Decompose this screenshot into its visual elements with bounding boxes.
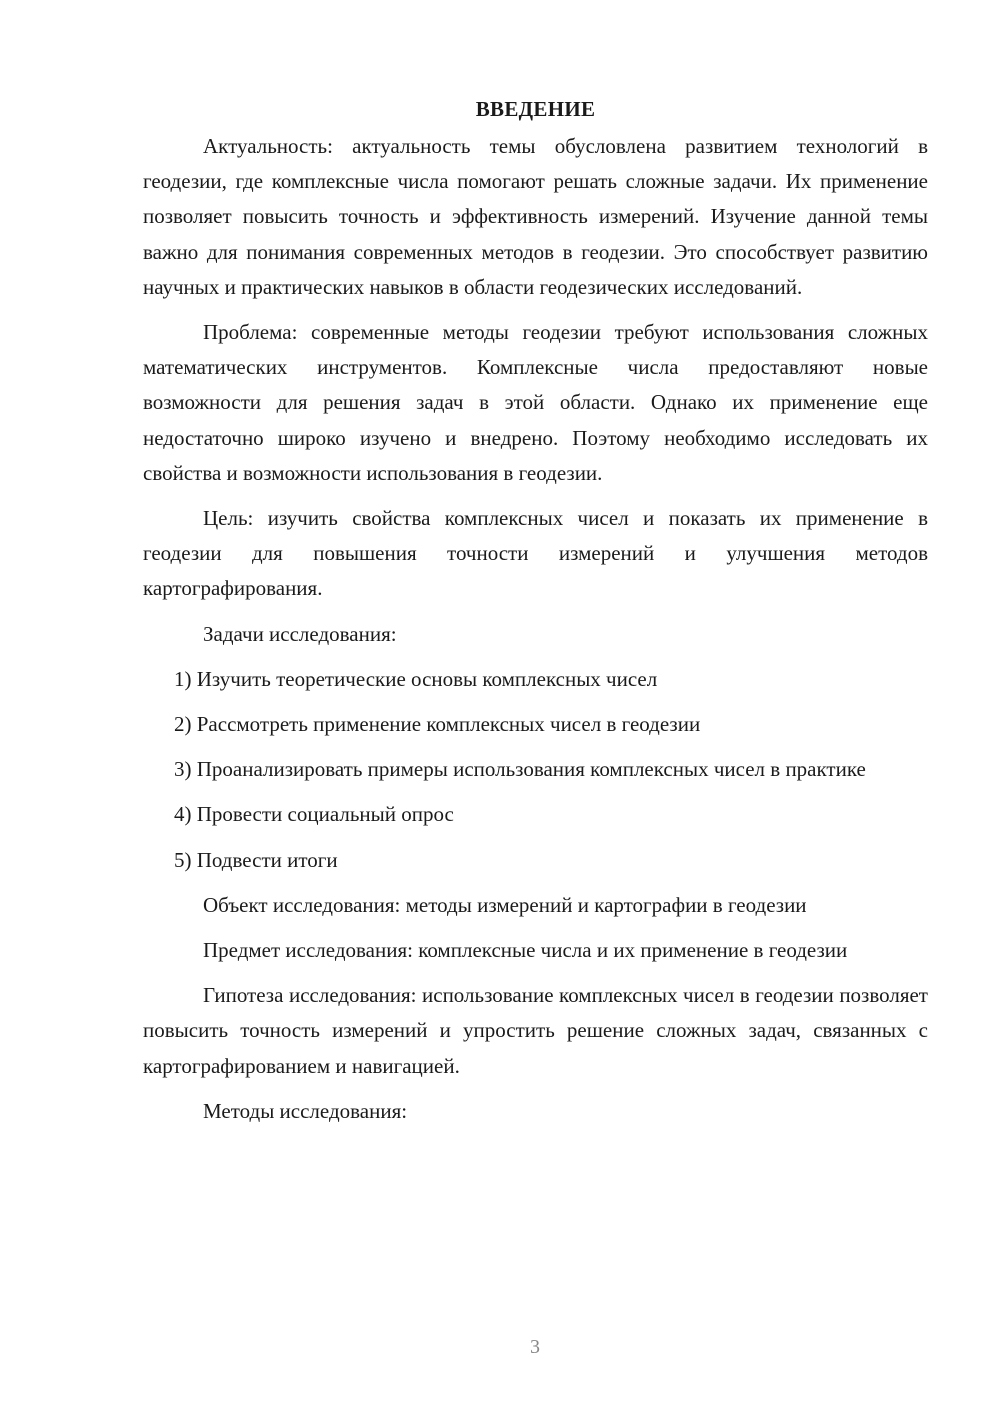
paragraph-methods-title: Методы исследования: xyxy=(203,1098,408,1123)
list-item-task-5: 5) Подвести итоги xyxy=(174,847,338,872)
page-number: 3 xyxy=(530,1336,540,1358)
paragraph-relevance: Актуальность: актуальность темы обусловлена развитием технологий в геодезии, где комплексные числа помогают решать сложные задачи. Их применение позволяет повысить точность и эффективность измерений. Изучение данной темы важно для понимания современных методов в геодезии. Это способствует развитию научных и практических навыков в области геодезических исследований. xyxy=(143,134,928,299)
list-item-task-2: 2) Рассмотреть применение комплексных чисел в геодезии xyxy=(174,712,701,737)
paragraph-hypothesis: Гипотеза исследования: использование комплексных чисел в геодезии позволяет повысить точность измерений и упростить решение сложных задач, связанных с картографированием и навигацией. xyxy=(143,983,928,1078)
document-page xyxy=(143,92,928,1139)
paragraph-goal: Цель: изучить свойства комплексных чисел и показать их применение в геодезии для повышения точности измерений и улучшения методов картографирования. xyxy=(143,506,928,601)
list-item-task-1: 1) Изучить теоретические основы комплексных чисел xyxy=(174,666,658,691)
section-heading: ВВЕДЕНИЕ xyxy=(475,97,596,121)
list-item-task-4: 4) Провести социальный опрос xyxy=(174,802,454,827)
list-item-task-3: 3) Проанализировать примеры использования комплексных чисел в практике xyxy=(174,757,866,782)
paragraph-tasks-title: Задачи исследования: xyxy=(203,621,397,646)
paragraph-subject: Предмет исследования: комплексные числа и их применение в геодезии xyxy=(203,938,848,963)
paragraph-object: Объект исследования: методы измерений и картографии в геодезии xyxy=(203,892,807,917)
paragraph-problem: Проблема: современные методы геодезии требуют использования сложных математических инструментов. Комплексные числа предоставляют новые возможности для решения задач в этой области. Однако их применение еще недостаточно широко изучено и внедрено. Поэтому необходимо исследовать их свойства и возможности использования в геодезии. xyxy=(143,320,928,485)
